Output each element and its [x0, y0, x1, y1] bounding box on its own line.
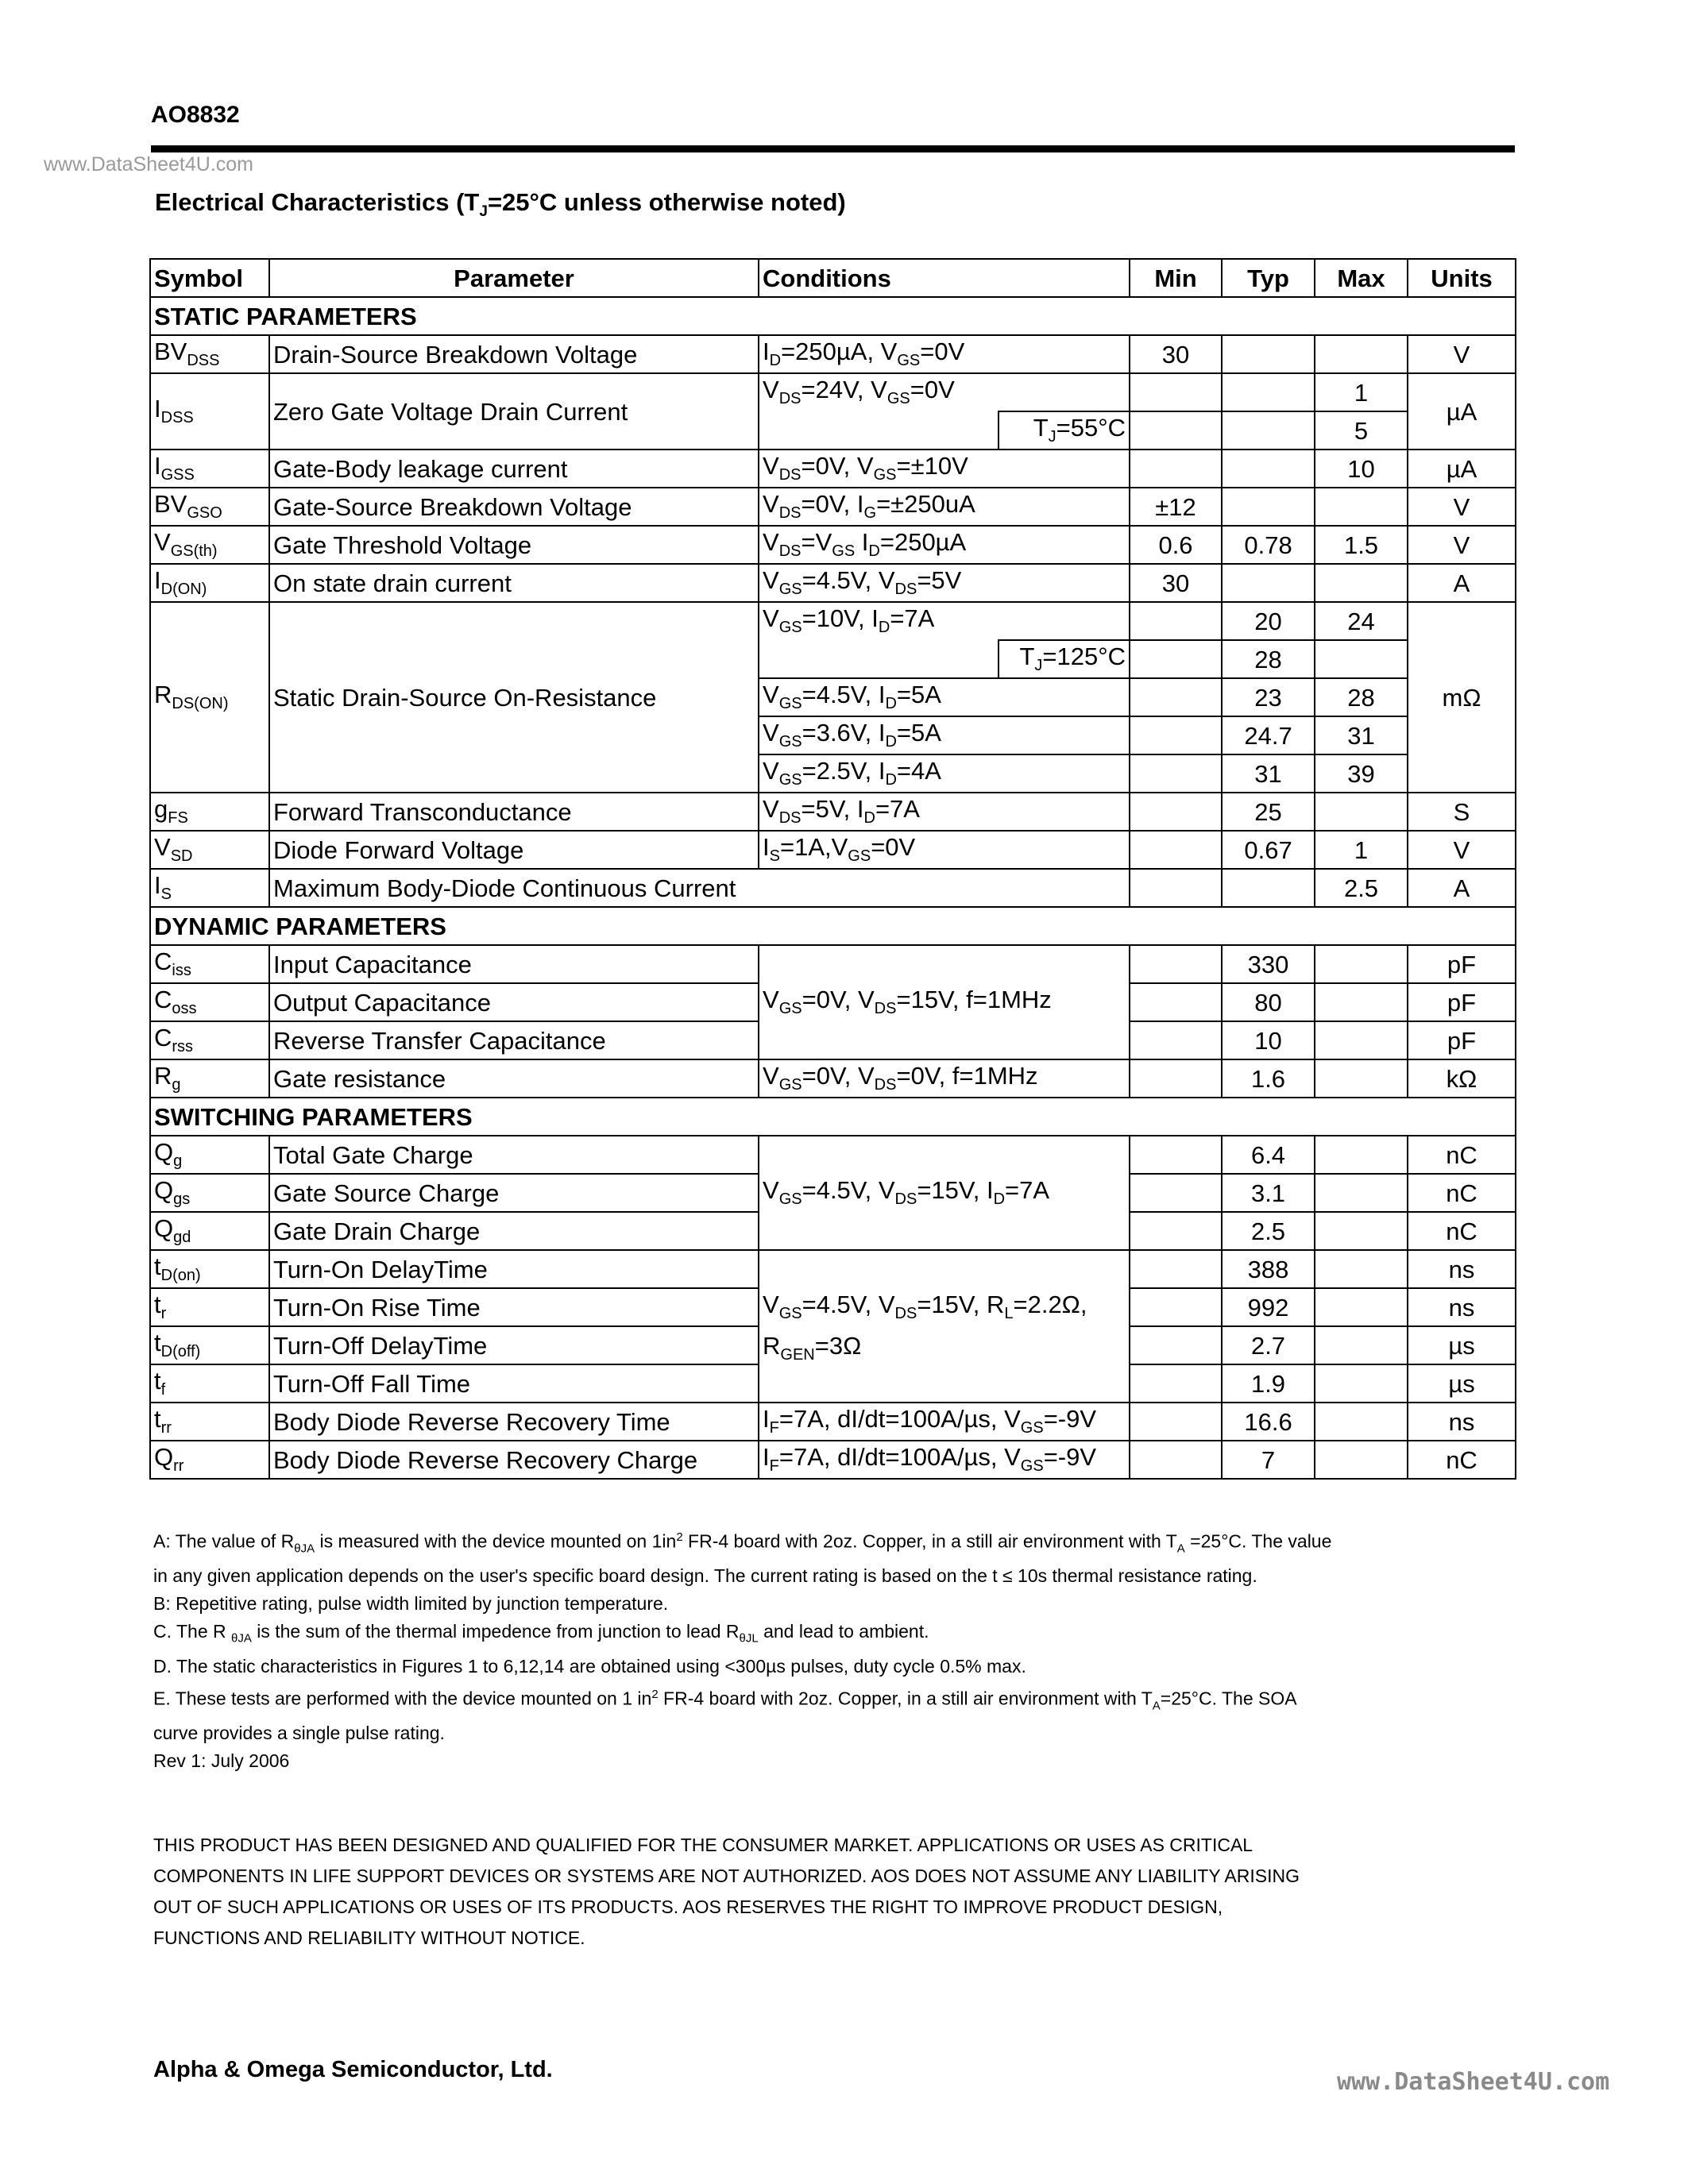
max-cell: 31	[1315, 716, 1408, 754]
parameter-cell: Turn-Off Fall Time	[269, 1364, 759, 1403]
header-typ: Typ	[1222, 259, 1315, 297]
table-row	[150, 373, 1516, 411]
unit-cell: nC	[1408, 1174, 1516, 1212]
unit-cell: pF	[1408, 983, 1516, 1021]
conditions-cell: $V_{GS}=4.5V$, $I_D=5A$	[759, 678, 1130, 716]
header-symbol: Symbol	[150, 259, 269, 297]
electrical-characteristics-table	[149, 258, 1516, 1480]
min-cell	[1130, 793, 1222, 831]
parameter-cell: Gate-Source Breakdown Voltage	[269, 488, 759, 526]
conditions-cell: $V_{GS}=10V$, $I_D=7A$	[759, 602, 1130, 640]
typ-cell: 31	[1222, 754, 1315, 793]
min-cell	[1130, 1021, 1222, 1059]
typ-cell: 28	[1222, 640, 1315, 678]
max-cell	[1315, 1441, 1408, 1479]
parameter-cell: On state drain current	[269, 564, 759, 602]
table-row	[150, 1136, 1516, 1174]
max-cell	[1315, 488, 1408, 526]
symbol-cell: $R_{DS(ON)}$	[150, 602, 269, 793]
parameter-cell: Body Diode Reverse Recovery Charge	[269, 1441, 759, 1479]
symbol-cell: $I_{D(ON)}$	[150, 564, 269, 602]
symbol-cell: $t_{rr}$	[150, 1403, 269, 1441]
min-cell	[1130, 945, 1222, 983]
part-number: AO8832	[151, 102, 240, 128]
header-max: Max	[1315, 259, 1408, 297]
unit-cell: pF	[1408, 1021, 1516, 1059]
min-cell: 30	[1130, 564, 1222, 602]
conditions-cell: $V_{DS}=24V$, $V_{GS}=0V$	[759, 373, 1130, 411]
max-cell	[1315, 1288, 1408, 1326]
max-cell	[1315, 1250, 1408, 1288]
table-row	[150, 1441, 1516, 1479]
parameter-cell: Body Diode Reverse Recovery Time	[269, 1403, 759, 1441]
min-cell	[1130, 1059, 1222, 1098]
parameter-cell: Gate Drain Charge	[269, 1212, 759, 1250]
typ-cell: 10	[1222, 1021, 1315, 1059]
section-switching: SWITCHING PARAMETERS	[150, 1098, 1516, 1136]
min-cell	[1130, 678, 1222, 716]
min-cell	[1130, 1403, 1222, 1441]
disclaimer-line: OUT OF SUCH APPLICATIONS OR USES OF ITS PRODUCTS. AOS RESERVES THE RIGHT TO IMPROVE PRODUCT DESIGN,	[153, 1897, 1223, 1917]
table-row	[150, 450, 1516, 488]
conditions-cell: $I_F=7A$, dI/dt=100A/µs, $V_{GS}=-9V$	[759, 1403, 1130, 1441]
header-units: Units	[1408, 259, 1516, 297]
max-cell	[1315, 1059, 1408, 1098]
table-row	[150, 945, 1516, 983]
max-cell: 24	[1315, 602, 1408, 640]
unit-cell: V	[1408, 831, 1516, 869]
min-cell	[1130, 373, 1222, 411]
symbol-cell: $I_{DSS}$	[150, 373, 269, 450]
unit-cell: µA	[1408, 450, 1516, 488]
min-cell	[1130, 869, 1222, 907]
unit-cell: mΩ	[1408, 602, 1516, 793]
conditions-cell: $V_{GS}=4.5V$, $V_{DS}=15V$, $R_L=2.2\Omega$, $R_{GEN}=3\Omega$	[759, 1250, 1130, 1403]
typ-cell: 330	[1222, 945, 1315, 983]
min-cell	[1130, 450, 1222, 488]
header-conditions: Conditions	[759, 259, 1130, 297]
typ-cell	[1222, 335, 1315, 373]
min-cell	[1130, 1326, 1222, 1364]
conditions-cell: $I_D=250\mu A$, $V_{GS}=0V$	[759, 335, 1130, 373]
min-cell	[1130, 1136, 1222, 1174]
unit-cell: ns	[1408, 1250, 1516, 1288]
min-cell	[1130, 1212, 1222, 1250]
max-cell	[1315, 640, 1408, 678]
section-dynamic: DYNAMIC PARAMETERS	[150, 907, 1516, 945]
max-cell	[1315, 1136, 1408, 1174]
symbol-cell: $g_{FS}$	[150, 793, 269, 831]
table-header-row	[150, 259, 1516, 297]
unit-cell: nC	[1408, 1136, 1516, 1174]
min-cell	[1130, 1288, 1222, 1326]
max-cell: 1	[1315, 831, 1408, 869]
symbol-cell: $BV_{GSO}$	[150, 488, 269, 526]
min-cell: 30	[1130, 335, 1222, 373]
max-cell	[1315, 1021, 1408, 1059]
parameter-cell: Turn-On Rise Time	[269, 1288, 759, 1326]
max-cell	[1315, 1364, 1408, 1403]
symbol-cell: $t_{D(on)}$	[150, 1250, 269, 1288]
typ-cell	[1222, 411, 1315, 450]
header-rule	[151, 145, 1515, 152]
typ-cell: 20	[1222, 602, 1315, 640]
max-cell	[1315, 983, 1408, 1021]
symbol-cell: $I_{GSS}$	[150, 450, 269, 488]
conditions-cell: $V_{GS}=4.5V$, $V_{DS}=5V$	[759, 564, 1130, 602]
typ-cell: 80	[1222, 983, 1315, 1021]
table-row	[150, 526, 1516, 564]
symbol-cell: $C_{iss}$	[150, 945, 269, 983]
typ-cell: 0.78	[1222, 526, 1315, 564]
max-cell	[1315, 1174, 1408, 1212]
max-cell	[1315, 1212, 1408, 1250]
typ-cell: 992	[1222, 1288, 1315, 1326]
symbol-cell: $BV_{DSS}$	[150, 335, 269, 373]
unit-cell: µs	[1408, 1364, 1516, 1403]
unit-cell: µA	[1408, 373, 1516, 450]
section-row-switching	[150, 1098, 1516, 1136]
max-cell: 1.5	[1315, 526, 1408, 564]
max-cell	[1315, 793, 1408, 831]
table-row	[150, 831, 1516, 869]
parameter-cell: Maximum Body-Diode Continuous Current	[269, 869, 1130, 907]
unit-cell: ns	[1408, 1288, 1516, 1326]
unit-cell: ns	[1408, 1403, 1516, 1441]
typ-cell: 388	[1222, 1250, 1315, 1288]
unit-cell: V	[1408, 488, 1516, 526]
table-row	[150, 602, 1516, 640]
note-d: D. The static characteristics in Figures 1 to 6,12,14 are obtained using <300µs pulses, duty cycle 0.5% max.	[153, 1655, 1026, 1677]
min-cell	[1130, 1174, 1222, 1212]
min-cell	[1130, 983, 1222, 1021]
unit-cell: µs	[1408, 1326, 1516, 1364]
parameter-cell: Turn-On DelayTime	[269, 1250, 759, 1288]
parameter-cell: Reverse Transfer Capacitance	[269, 1021, 759, 1059]
tj-condition-cell: $T_J=55^\circ C$	[999, 411, 1130, 450]
typ-cell: 3.1	[1222, 1174, 1315, 1212]
parameter-cell: Gate Threshold Voltage	[269, 526, 759, 564]
max-cell: 5	[1315, 411, 1408, 450]
typ-cell: 16.6	[1222, 1403, 1315, 1441]
max-cell	[1315, 1403, 1408, 1441]
conditions-spacer	[759, 411, 999, 450]
min-cell	[1130, 640, 1222, 678]
table-row	[150, 1059, 1516, 1098]
unit-cell: V	[1408, 526, 1516, 564]
watermark-top[interactable]: www.DataSheet4U.com	[44, 153, 254, 176]
unit-cell: V	[1408, 335, 1516, 373]
parameter-cell: Gate resistance	[269, 1059, 759, 1098]
conditions-cell: $V_{GS}=0V$, $V_{DS}=0V$, f=1MHz	[759, 1059, 1130, 1098]
unit-cell: pF	[1408, 945, 1516, 983]
max-cell	[1315, 564, 1408, 602]
symbol-cell: $V_{SD}$	[150, 831, 269, 869]
typ-cell	[1222, 373, 1315, 411]
unit-cell: A	[1408, 869, 1516, 907]
typ-cell: 25	[1222, 793, 1315, 831]
disclaimer-line: THIS PRODUCT HAS BEEN DESIGNED AND QUALIFIED FOR THE CONSUMER MARKET. APPLICATIONS OR USES AS CRITICAL	[153, 1835, 1253, 1855]
typ-cell	[1222, 564, 1315, 602]
max-cell: 10	[1315, 450, 1408, 488]
note-a-cont: in any given application depends on the user's specific board design. The current rating is based on the t ≤ 10s thermal resistance rating.	[153, 1565, 1257, 1587]
symbol-cell: $I_S$	[150, 869, 269, 907]
header-min: Min	[1130, 259, 1222, 297]
conditions-cell: $I_S=1A,V_{GS}=0V$	[759, 831, 1130, 869]
symbol-cell: $C_{oss}$	[150, 983, 269, 1021]
disclaimer-line: FUNCTIONS AND RELIABILITY WITHOUT NOTICE.	[153, 1927, 585, 1948]
typ-cell	[1222, 869, 1315, 907]
parameter-cell: Zero Gate Voltage Drain Current	[269, 373, 759, 450]
section-row-static	[150, 297, 1516, 335]
table-row	[150, 335, 1516, 373]
conditions-cell: $V_{GS}=3.6V$, $I_D=5A$	[759, 716, 1130, 754]
min-cell	[1130, 754, 1222, 793]
parameter-cell: Input Capacitance	[269, 945, 759, 983]
parameter-cell: Output Capacitance	[269, 983, 759, 1021]
section-title: Electrical Characteristics ($T_J=25^\circ C$ unless otherwise noted)	[155, 188, 846, 221]
symbol-cell: $t_r$	[150, 1288, 269, 1326]
max-cell: 39	[1315, 754, 1408, 793]
symbol-cell: $t_{D(off)}$	[150, 1326, 269, 1364]
unit-cell: A	[1408, 564, 1516, 602]
min-cell	[1130, 602, 1222, 640]
min-cell	[1130, 1364, 1222, 1403]
conditions-cell: $V_{DS}=5V$, $I_D=7A$	[759, 793, 1130, 831]
typ-cell	[1222, 450, 1315, 488]
tj-condition-cell: $T_J=125^\circ C$	[999, 640, 1130, 678]
typ-cell	[1222, 488, 1315, 526]
min-cell	[1130, 1250, 1222, 1288]
parameter-cell: Turn-Off DelayTime	[269, 1326, 759, 1364]
conditions-cell: $V_{GS}=4.5V$, $V_{DS}=15V$, $I_D=7A$	[759, 1136, 1130, 1250]
symbol-cell: $Q_g$	[150, 1136, 269, 1174]
max-cell: 2.5	[1315, 869, 1408, 907]
parameter-cell: Drain-Source Breakdown Voltage	[269, 335, 759, 373]
parameter-cell: Total Gate Charge	[269, 1136, 759, 1174]
disclaimer-line: COMPONENTS IN LIFE SUPPORT DEVICES OR SYSTEMS ARE NOT AUTHORIZED. AOS DOES NOT ASSUME ANY LIABILITY ARISING	[153, 1866, 1300, 1886]
parameter-cell: Static Drain-Source On-Resistance	[269, 602, 759, 793]
symbol-cell: $Q_{gd}$	[150, 1212, 269, 1250]
table-row	[150, 793, 1516, 831]
table-row	[150, 564, 1516, 602]
table-row	[150, 1403, 1516, 1441]
symbol-cell: $t_f$	[150, 1364, 269, 1403]
typ-cell: 23	[1222, 678, 1315, 716]
min-cell: ±12	[1130, 488, 1222, 526]
symbol-cell: $C_{rss}$	[150, 1021, 269, 1059]
conditions-cell: $I_F=7A$, dI/dt=100A/µs, $V_{GS}=-9V$	[759, 1441, 1130, 1479]
conditions-cell: $V_{DS}=0V$, $I_G=\pm 250uA$	[759, 488, 1130, 526]
symbol-cell: $Q_{gs}$	[150, 1174, 269, 1212]
max-cell	[1315, 1326, 1408, 1364]
note-c: C. The R $_{\theta JA}$ is the sum of the thermal impedence from junction to lead $R_{\theta JL}$ and lead to ambient.	[153, 1621, 929, 1646]
typ-cell: 24.7	[1222, 716, 1315, 754]
unit-cell: nC	[1408, 1441, 1516, 1479]
company-name: Alpha & Omega Semiconductor, Ltd.	[153, 2057, 553, 2082]
section-row-dynamic	[150, 907, 1516, 945]
max-cell: 28	[1315, 678, 1408, 716]
min-cell	[1130, 716, 1222, 754]
typ-cell: 2.7	[1222, 1326, 1315, 1364]
note-b: B: Repetitive rating, pulse width limited by junction temperature.	[153, 1593, 669, 1615]
note-e: E. These tests are performed with the device mounted on 1 $in^2$ FR-4 board with 2oz. Copper, in a still air environment with $T_A=25^\circ C$. The SOA	[153, 1687, 1297, 1713]
typ-cell: 6.4	[1222, 1136, 1315, 1174]
conditions-cell: $V_{GS}=0V$, $V_{DS}=15V$, f=1MHz	[759, 945, 1130, 1059]
conditions-cell: $V_{DS}=0V$, $V_{GS}=\pm 10V$	[759, 450, 1130, 488]
symbol-cell: $V_{GS(th)}$	[150, 526, 269, 564]
conditions-spacer	[759, 640, 999, 678]
typ-cell: 1.9	[1222, 1364, 1315, 1403]
parameter-cell: Forward Transconductance	[269, 793, 759, 831]
parameter-cell: Gate-Body leakage current	[269, 450, 759, 488]
max-cell	[1315, 335, 1408, 373]
min-cell: 0.6	[1130, 526, 1222, 564]
symbol-cell: $Q_{rr}$	[150, 1441, 269, 1479]
min-cell	[1130, 831, 1222, 869]
symbol-cell: $R_g$	[150, 1059, 269, 1098]
max-cell	[1315, 945, 1408, 983]
min-cell	[1130, 411, 1222, 450]
watermark-bottom[interactable]: www.DataSheet4U.com	[1337, 2068, 1610, 2096]
unit-cell: S	[1408, 793, 1516, 831]
footnotes	[153, 1523, 1520, 1775]
parameter-cell: Diode Forward Voltage	[269, 831, 759, 869]
typ-cell: 2.5	[1222, 1212, 1315, 1250]
conditions-cell: $V_{DS}=V_{GS}$ $I_D=250\mu A$	[759, 526, 1130, 564]
table-row	[150, 1250, 1516, 1288]
section-static: STATIC PARAMETERS	[150, 297, 1516, 335]
note-e-cont: curve provides a single pulse rating.	[153, 1723, 445, 1744]
min-cell	[1130, 1441, 1222, 1479]
table-row	[150, 869, 1516, 907]
note-a: A: The value of $R_{\theta JA}$ is measured with the device mounted on $1in^2$ FR-4 board with 2oz. Copper, in a still air environment with $T_A =25^\circ C$. The value	[153, 1530, 1332, 1556]
parameter-cell: Gate Source Charge	[269, 1174, 759, 1212]
header-parameter: Parameter	[269, 259, 759, 297]
typ-cell: 7	[1222, 1441, 1315, 1479]
revision: Rev 1: July 2006	[153, 1750, 290, 1772]
unit-cell: kΩ	[1408, 1059, 1516, 1098]
max-cell: 1	[1315, 373, 1408, 411]
typ-cell: 1.6	[1222, 1059, 1315, 1098]
table-row	[150, 488, 1516, 526]
typ-cell: 0.67	[1222, 831, 1315, 869]
disclaimer	[153, 1830, 1520, 1954]
conditions-cell: $V_{GS}=2.5V$, $I_D=4A$	[759, 754, 1130, 793]
unit-cell: nC	[1408, 1212, 1516, 1250]
